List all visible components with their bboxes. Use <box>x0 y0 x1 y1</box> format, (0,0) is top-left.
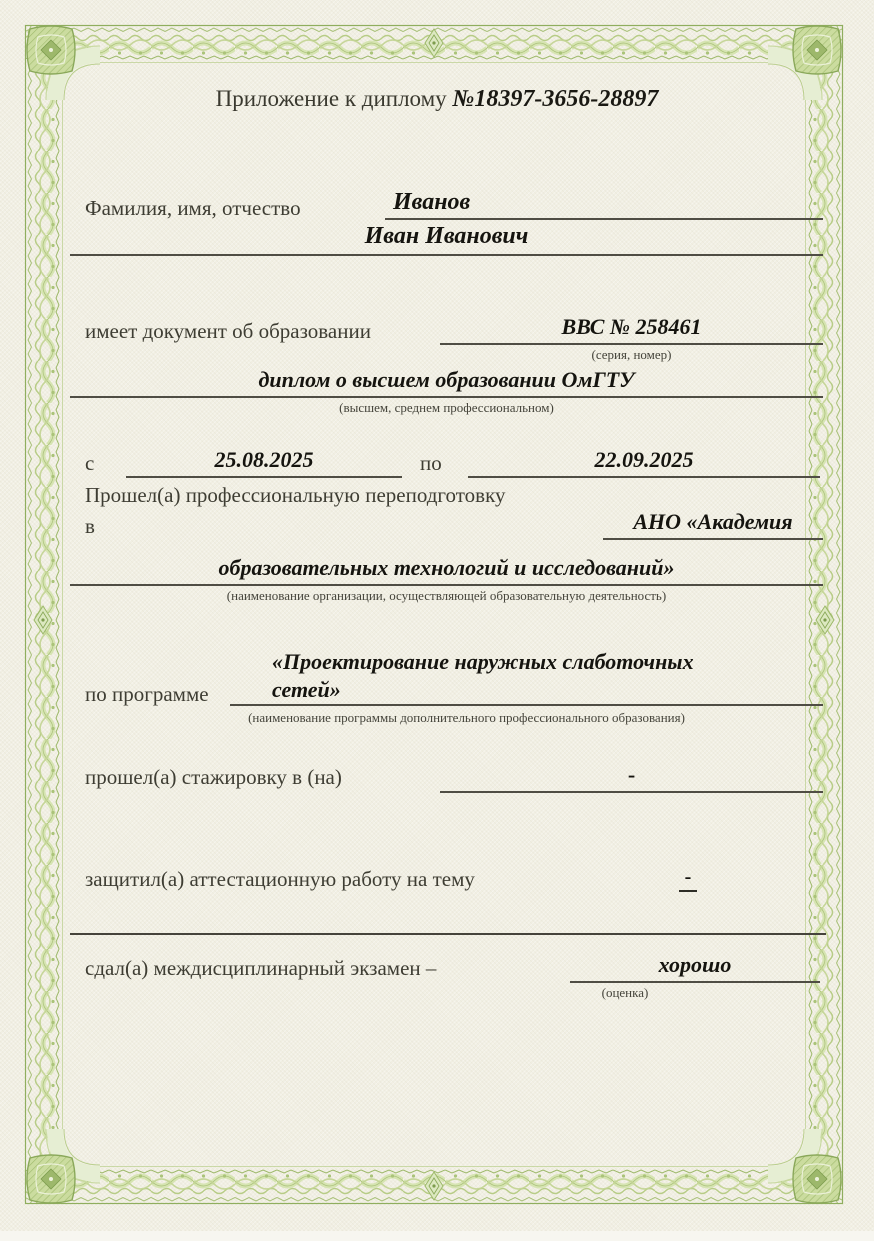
thesis-rule <box>70 933 826 935</box>
program-caption: (наименование программы дополнительного профессионального образования) <box>248 710 685 725</box>
period-to-value: 22.09.2025 <box>594 447 694 472</box>
period-from-field <box>126 447 402 478</box>
fullname-line2-value: Иван Иванович <box>364 223 529 249</box>
organization-line2-field <box>70 555 823 586</box>
scan-edge <box>0 1231 874 1241</box>
thesis-value: - <box>684 866 692 888</box>
program-line1-value: «Проектирование наружных слаботочных <box>272 649 694 674</box>
internship-field <box>440 762 823 793</box>
period-from-label: с <box>85 451 95 475</box>
fullname-label: Фамилия, имя, отчество <box>85 196 301 220</box>
program-line2-value: сетей» <box>272 677 341 702</box>
fullname-line1-field <box>385 188 823 220</box>
organization-line1-field <box>603 509 823 540</box>
period-to-label: по <box>420 451 442 475</box>
education-doc-label: имеет документ об образовании <box>85 319 371 343</box>
program-line2-field <box>230 677 823 706</box>
education-doc-type-field <box>70 367 823 398</box>
organization-label: в <box>85 514 95 538</box>
thesis-field <box>679 866 697 892</box>
document-title <box>0 86 874 113</box>
education-doc-series-field <box>440 314 823 345</box>
thesis-label: защитил(а) аттестационную работу на тему <box>85 867 475 891</box>
period-from-value: 25.08.2025 <box>214 447 314 472</box>
retraining-statement: Прошел(а) профессиональную переподготовку <box>85 483 506 507</box>
diploma-number: №18397-3656-28897 <box>452 86 659 112</box>
program-label: по программе <box>85 682 209 706</box>
education-level-caption: (высшем, среднем профессиональном) <box>339 400 554 415</box>
period-to-field <box>468 447 820 478</box>
document-title-label: Приложение к диплому <box>215 86 453 111</box>
fullname-line1-value: Иванов <box>393 189 471 215</box>
internship-label: прошел(а) стажировку в (на) <box>85 765 342 789</box>
internship-value: - <box>627 762 636 787</box>
organization-line2-value: образовательных технологий и исследований» <box>218 555 675 580</box>
exam-label: сдал(а) междисциплинарный экзамен – <box>85 956 437 980</box>
fullname-line2-field <box>70 222 823 256</box>
exam-grade-field <box>570 952 820 983</box>
grade-caption: (оценка) <box>601 985 649 1000</box>
education-doc-type-value: диплом о высшем образовании ОмГТУ <box>258 367 635 392</box>
series-caption: (серия, номер) <box>591 347 672 362</box>
education-doc-series-value: ВВС № 258461 <box>561 314 702 339</box>
exam-grade-value: хорошо <box>658 952 732 977</box>
organization-line1-value: АНО «Академия <box>633 509 793 534</box>
organization-caption: (наименование организации, осуществляющей образовательную деятельность) <box>226 588 667 603</box>
